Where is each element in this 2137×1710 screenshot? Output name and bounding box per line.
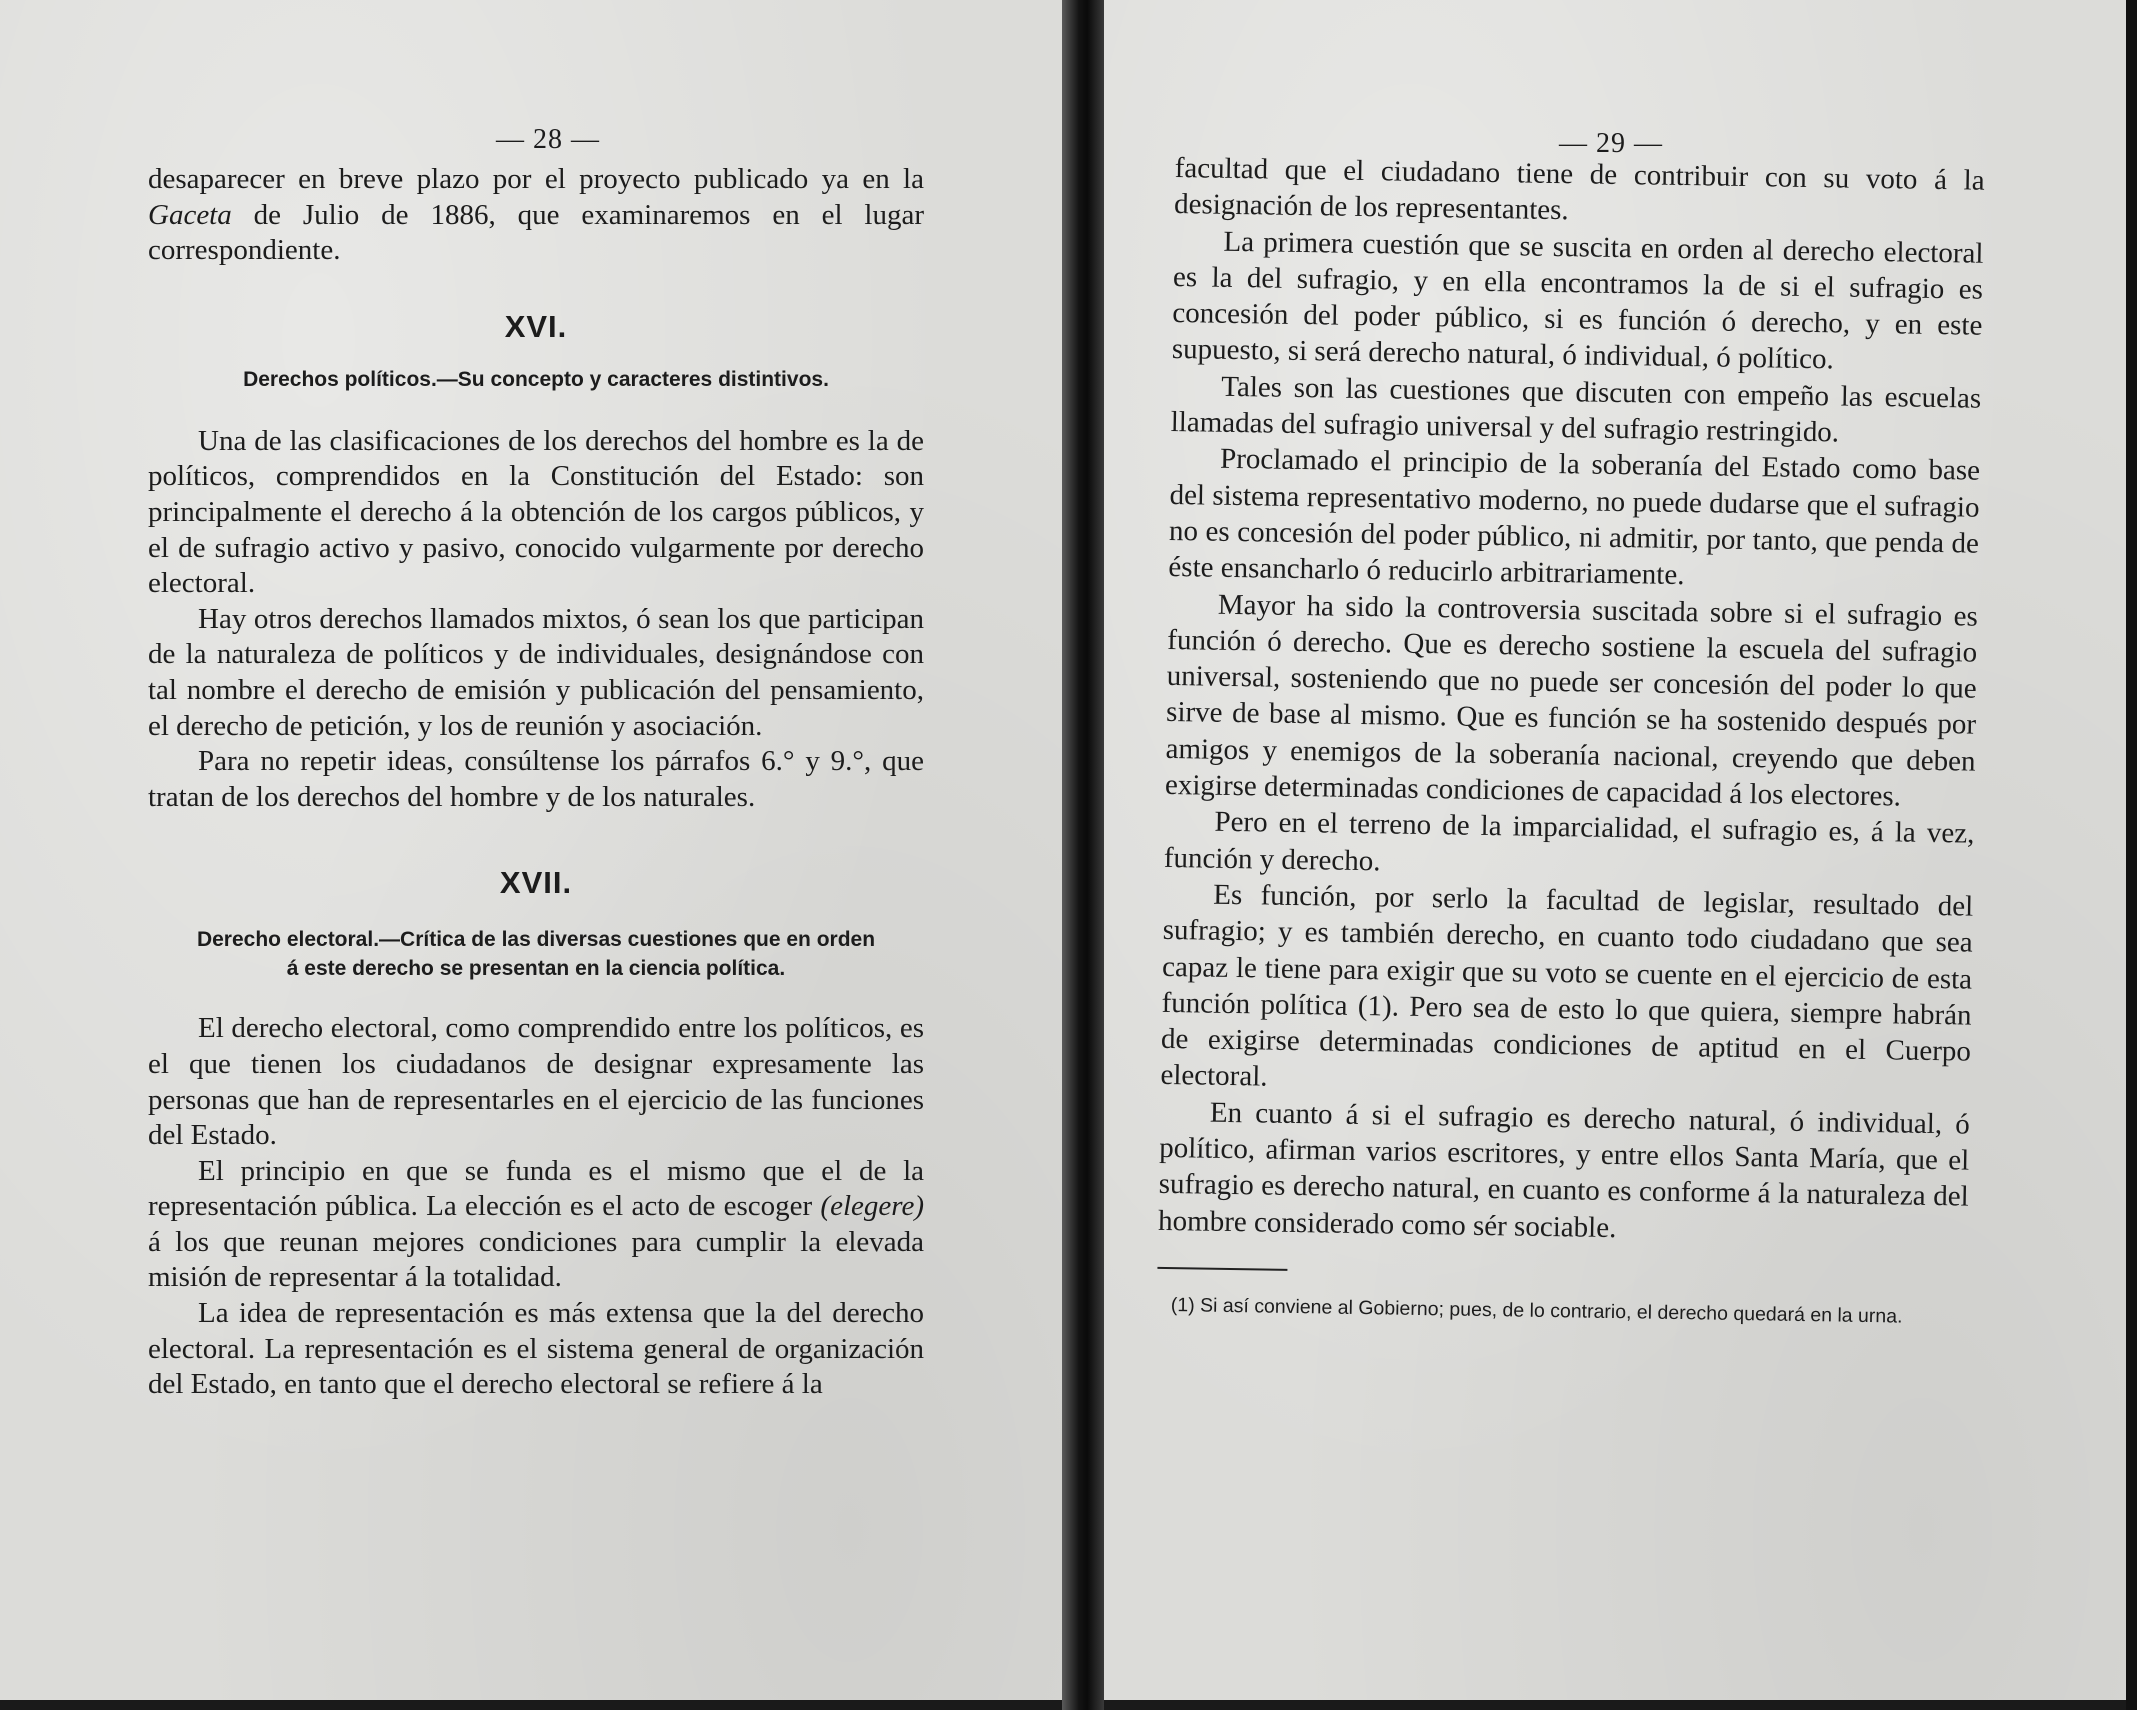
footnote-rule (1157, 1267, 1287, 1271)
left-text-column (148, 162, 924, 1403)
gaceta-italic: Gaceta (148, 198, 232, 231)
section-xvii-heading (148, 925, 924, 983)
section-xvi-numeral: XVI. (504, 308, 568, 344)
right-page (1104, 0, 2126, 1700)
paragraph: Hay otros derechos llamados mixtos, ó sean los que participan de la naturaleza de políticos y de individuales, designándose con tal nombre el derecho de emisión y publicación del pensamiento, el derecho de petición, y los de reunión y asociación. (148, 602, 924, 742)
section-xvii-body (148, 1011, 924, 1403)
paragraph: La idea de representación es más extensa que la del derecho electoral. La representación es el sistema general de organización del Estado, en tanto que el derecho electoral se refiere á la (148, 1297, 924, 1401)
paragraph (148, 1154, 924, 1296)
paragraph: El derecho electoral, como comprendido entre los políticos, es el que tienen los ciudadanos de designar expresamente las personas que han de representarles en el ejercicio de las funciones del Estado. (148, 1012, 924, 1152)
section-xvii-numeral: XVII. (499, 865, 573, 901)
paragraph-text-rest: á los que reunan mejores condiciones para cumplir la elevada misión de representar á la totalidad. (148, 1225, 924, 1294)
continuation-rest: de Julio de 1886, que examinaremos en el lugar correspondiente. (148, 198, 924, 267)
paragraph: La primera cuestión que se suscita en orden al derecho electoral es la del sufragio, y en ella encontramos la de si el sufragio es concesión del poder público, si es función ó derecho, y en este supuesto, si será derecho natural, ó individual, ó político. (1171, 225, 1984, 376)
paragraph-text: El principio en que se funda es el mismo que el de la representación pública. La elección es el acto de escoger (148, 1154, 924, 1223)
continuation-text: desaparecer en breve plazo por el proyecto publicado ya en la (148, 163, 924, 195)
left-page (0, 0, 1062, 1700)
elegere-italic: (elegere) (820, 1190, 924, 1223)
section-xvi-body (148, 424, 924, 816)
paragraph: facultad que el ciudadano tiene de contribuir con su voto á la designación de los representantes. (1173, 151, 1985, 227)
paragraph: Para no repetir ideas, consúltense los párrafos 6.° y 9.°, que tratan de los derechos del hombre y de los naturales. (148, 745, 924, 813)
paragraph: Es función, por serlo la facultad de legislar, resultado del sufragio; y es también derecho, en cuanto todo ciudadano que sea capaz le tiene para exigir que su voto se cuente en el ejercicio de esta función política (1). Pero sea de esto lo que quiera, siempre habrán de exigirse determinadas condiciones de aptitud en el Cuerpo electoral. (1160, 878, 1974, 1093)
section-xvii-heading-line1: Derecho electoral.—Crítica de las diversas cuestiones que en orden (196, 928, 876, 952)
paragraph: Pero en el terreno de la imparcialidad, el sufragio es, á la vez, función y derecho. (1163, 806, 1975, 877)
paragraph: Proclamado el principio de la soberanía del Estado como base del sistema representativo moderno, no puede dudarse que el sufragio no es concesión del poder público, ni admitir, por tanto, que penda de éste ensancharlo ó reducirlo arbitrariamente. (1168, 443, 1981, 592)
paragraph: Tales son las cuestiones que discuten con empeño las escuelas llamadas del sufragio universal y del sufragio restringido. (1170, 370, 1982, 449)
right-text-column (1157, 150, 1985, 1331)
page-number-right: — 29 — (1559, 128, 1663, 159)
paragraph: En cuanto á si el sufragio es derecho natural, ó individual, ó político, afirman varios escritores, y entre ellos Santa María, que el sufragio es derecho natural, en cuanto es conforme á la naturaleza del hombre considerado como sér sociable. (1157, 1096, 1971, 1244)
footnote: (1) Si así conviene al Gobierno; pues, de lo contrario, el derecho quedará en la urna. (1170, 1293, 1903, 1328)
scan-edge (2126, 0, 2137, 1710)
paragraph: Mayor ha sido la controversia suscitada sobre si el sufragio es función ó derecho. Que es derecho sostiene la escuela del sufragio universal, sosteniendo que no puede ser concesión del poder lo que sirve de base al mismo. Que es función se ha sostenido después por amigos y enemigos de la soberanía nacional, creyendo que deben exigirse determinadas condiciones de capacidad á los electores. (1164, 588, 1979, 813)
section-xvii-heading-line2: á este derecho se presentan en la ciencia política. (286, 957, 786, 981)
book-gutter (1062, 0, 1104, 1710)
continuation-paragraph (148, 162, 924, 269)
page-number-left: — 28 — (496, 124, 600, 155)
paragraph: Una de las clasificaciones de los derechos del hombre es la de políticos, comprendidos en la Constitución del Estado: son principalmente el derecho á la obtención de los cargos públicos, y el de sufragio activo y pasivo, conocido vulgarmente por derecho electoral. (148, 424, 924, 600)
section-xvi-heading: Derechos políticos.—Su concepto y caracteres distintivos. (243, 367, 829, 391)
